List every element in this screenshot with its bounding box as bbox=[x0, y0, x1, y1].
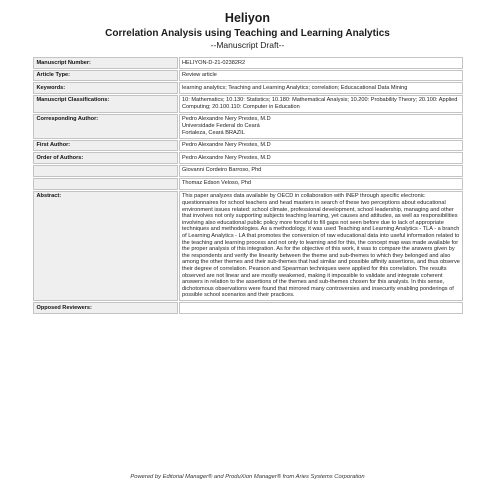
opposed-reviewers-value bbox=[179, 302, 464, 314]
footer-credit: Powered by Editorial Manager® and ProduXion Manager® from Aries Systems Corporation bbox=[130, 474, 365, 480]
article-type-value: Review article bbox=[179, 70, 464, 82]
keywords-value: learning analytics; Teaching and Learning Analytics; correlation; Educacational Data Mining bbox=[179, 82, 464, 94]
corresponding-author-location: Fortaleza, Ceará BRAZIL bbox=[182, 129, 245, 136]
manuscript-subtitle: --Manuscript Draft-- bbox=[210, 40, 285, 50]
table-row bbox=[33, 95, 463, 113]
order-of-authors-spacer bbox=[33, 165, 178, 177]
first-author-value: Pedro Alexandre Nery Prestes, M.D bbox=[179, 140, 464, 152]
opposed-reviewers-label: Opposed Reviewers: bbox=[33, 302, 178, 314]
table-row bbox=[33, 165, 463, 177]
table-row bbox=[33, 178, 463, 190]
journal-name: Heliyon bbox=[224, 11, 271, 25]
corresponding-author-institution: Universidade Federal do Ceará bbox=[182, 123, 260, 130]
author-3: Thomaz Edson Veloso, Phd bbox=[179, 178, 464, 190]
classifications-value: 10: Mathematics; 10.130: Statistics; 10.180: Mathematical Analysis; 10.200: Probability Theory; 20.100: Applied Computing; 20.100.110: Computer in Education bbox=[179, 95, 464, 113]
table-row bbox=[33, 57, 463, 69]
corresponding-author-label: Corresponding Author: bbox=[33, 114, 178, 139]
manuscript-number-value: HELIYON-D-21-02382R2 bbox=[179, 57, 464, 69]
article-type-label: Article Type: bbox=[33, 70, 178, 82]
table-row bbox=[33, 191, 463, 302]
author-1: Pedro Alexandre Nery Prestes, M.D bbox=[179, 152, 464, 164]
manuscript-number-label: Manuscript Number: bbox=[33, 57, 178, 69]
table-row bbox=[33, 140, 463, 152]
corresponding-author-name: Pedro Alexandre Nery Prestes, M.D bbox=[182, 116, 271, 123]
corresponding-author-value bbox=[179, 114, 464, 139]
manuscript-title: Correlation Analysis using Teaching and Learning Analytics bbox=[105, 28, 390, 39]
keywords-label: Keywords: bbox=[33, 82, 178, 94]
table-row bbox=[33, 152, 463, 164]
table-row bbox=[33, 70, 463, 82]
order-of-authors-spacer bbox=[33, 178, 178, 190]
table-row bbox=[33, 82, 463, 94]
table-row bbox=[33, 114, 463, 139]
abstract-text: This paper analyzes data available by OECD in collaboration with INEP through specific electronic questionnaires for school teachers and head masters in search of these two perceptions about educational environment issues related: school climate, professional development, school leadership, managing and other that involves not only supporting subjects teaching learning, yet causes and attitudes, as well as responsibilities involving also educational public policy more forceful to fill gaps not seen before due to lack of appropriate techniques and methodologies. As a methodology, it was used Teaching and Learning Analytics - TLA - a branch of Learning Analytics - LA that promotes the conversion of raw educational data into useful information related to the teaching and learning process and not only to learning and for this, the concept map was made available for the proper analysis of this integration. As for the objective of this work, it was to compare the answers given by the respondents and verify the linearity between the theme and sub-themes to which they belonged and also among the other themes and their sub-themes that had similar and possible affinity assertions, and thus observe their degree of correlation. Pearson and Spearman techniques were applied for this correlation. The results observed are not linear and are mostly weakened, making it impossible to validate and integrate coherent answers in relation to the assertions of the themes and sub-themes chosen for this analysis. In this sense, dichotomous observations were found that mirrored many controversies and insecurity enabling ponderings of possible school scenarios and their practices. bbox=[179, 191, 464, 302]
author-2: Giovanni Cordeiro Barroso, Phd bbox=[179, 165, 464, 177]
table-row bbox=[33, 302, 463, 314]
classifications-label: Manuscript Classifications: bbox=[33, 95, 178, 113]
abstract-label: Abstract: bbox=[33, 191, 178, 302]
first-author-label: First Author: bbox=[33, 140, 178, 152]
manuscript-metadata-table bbox=[32, 56, 464, 315]
order-of-authors-label: Order of Authors: bbox=[33, 152, 178, 164]
